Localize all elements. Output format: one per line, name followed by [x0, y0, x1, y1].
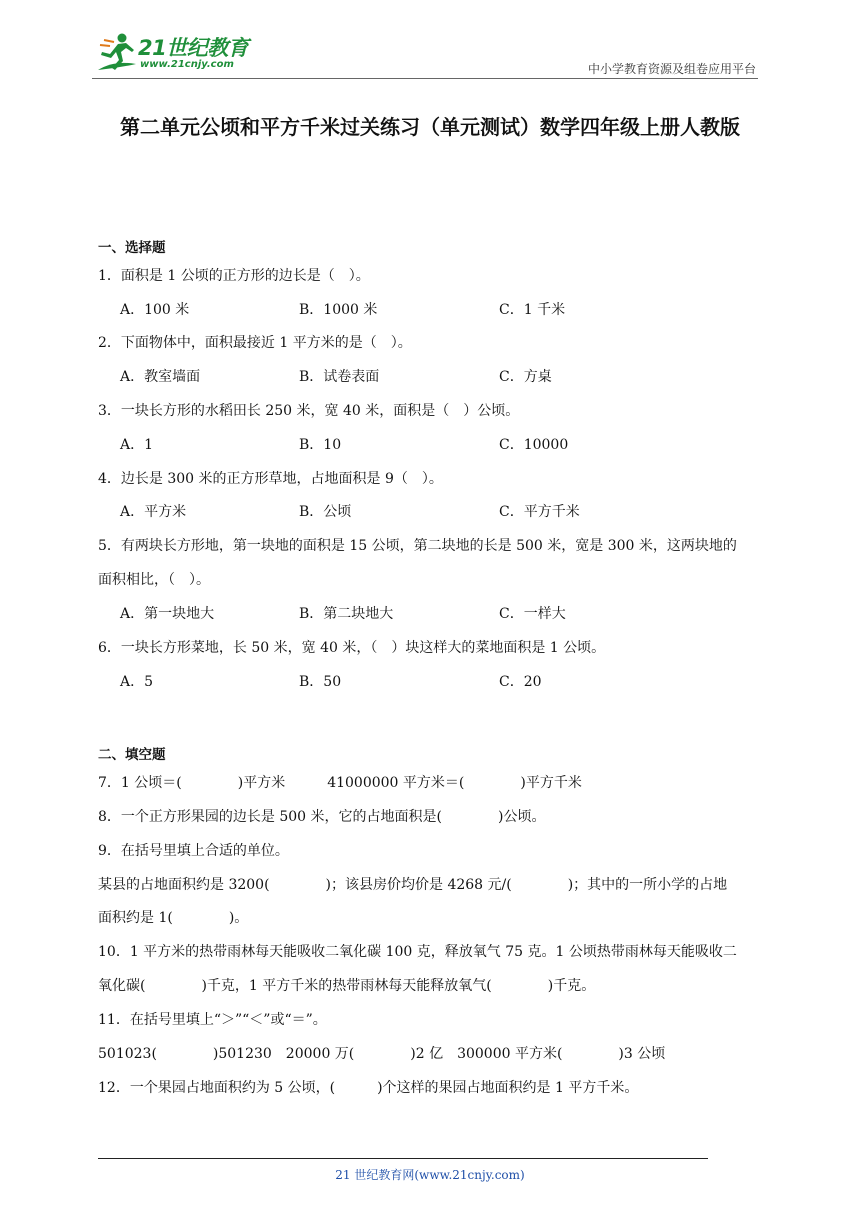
question-1: 1．面积是 1 公顷的正方形的边长是（ ）。	[98, 268, 370, 284]
option-b: B．10	[299, 437, 342, 453]
option-a: A．教室墙面	[120, 369, 201, 385]
logo-url: www.21cnjy.com	[140, 59, 234, 70]
question-7: 7．1 公顷＝( )平方米 41000000 平方米＝( )平方千米	[98, 775, 582, 791]
option-c: C．1 千米	[499, 302, 566, 318]
question-4: 4．边长是 300 米的正方形草地，占地面积是 9（ ）。	[98, 471, 443, 487]
question-10-continued: 氧化碳( )千克，1 平方千米的热带雨林每天能释放氧气( )千克。	[98, 978, 596, 994]
option-b: B．试卷表面	[299, 369, 380, 385]
option-c: C．10000	[499, 437, 569, 453]
option-b: B．1000 米	[299, 302, 378, 318]
option-a: A．平方米	[120, 504, 187, 520]
option-c: C．方桌	[499, 369, 552, 385]
option-c: C．一样大	[499, 606, 566, 622]
option-c: C．平方千米	[499, 504, 580, 520]
option-c: C．20	[499, 674, 542, 690]
option-b: B．50	[299, 674, 342, 690]
page-header	[0, 0, 860, 80]
section-heading-choice: 一、选择题	[98, 240, 166, 256]
header-divider	[92, 78, 758, 79]
question-9-line-1: 某县的占地面积约是 3200( )；该县房价均价是 4268 元/( )；其中的一所小学的占地	[98, 877, 728, 893]
question-6: 6．一块长方形菜地，长 50 米，宽 40 米，（ ）块这样大的菜地面积是 1 公顷。	[98, 640, 606, 656]
question-8: 8．一个正方形果园的边长是 500 米，它的占地面积是( )公顷。	[98, 809, 546, 825]
logo-text: 21世纪教育	[138, 36, 249, 60]
option-a: A．5	[120, 674, 154, 690]
footer-source: 21 世纪教育网(www.21cnjy.com)	[335, 1168, 525, 1182]
runner-logo-icon	[92, 30, 138, 74]
question-11-items: 501023( )501230 20000 万( )2 亿 300000 平方米( )3 公顷	[98, 1046, 666, 1062]
question-9: 9．在括号里填上合适的单位。	[98, 843, 289, 859]
platform-name: 中小学教育资源及组卷应用平台	[587, 62, 756, 76]
question-2: 2．下面物体中，面积最接近 1 平方米的是（ ）。	[98, 335, 412, 351]
option-a: A．1	[120, 437, 154, 453]
question-9-line-2: 面积约是 1( )。	[98, 910, 249, 926]
logo	[92, 30, 262, 78]
question-11: 11．在括号里填上“＞”“＜”或“＝”。	[98, 1012, 327, 1028]
question-3: 3．一块长方形的水稻田长 250 米，宽 40 米，面积是（ ）公顷。	[98, 403, 520, 419]
option-b: B．第二块地大	[299, 606, 394, 622]
footer-divider	[98, 1158, 708, 1159]
question-12: 12．一个果园占地面积约为 5 公顷，( )个这样的果园占地面积约是 1 平方千米。	[98, 1080, 639, 1096]
option-a: A．100 米	[120, 302, 190, 318]
question-5: 5．有两块长方形地，第一块地的面积是 15 公顷，第二块地的长是 500 米，宽是 300 米，这两块地的	[98, 538, 737, 554]
option-b: B．公顷	[299, 504, 352, 520]
option-a: A．第一块地大	[120, 606, 215, 622]
question-5-continued: 面积相比，（ ）。	[98, 572, 210, 588]
question-10: 10．1 平方米的热带雨林每天能吸收二氧化碳 100 克，释放氧气 75 克。1 公顷热带雨林每天能吸收二	[98, 944, 737, 960]
document-title: 第二单元公顷和平方千米过关练习（单元测试）数学四年级上册人教版	[120, 115, 740, 139]
section-heading-fill: 二、填空题	[98, 747, 166, 763]
